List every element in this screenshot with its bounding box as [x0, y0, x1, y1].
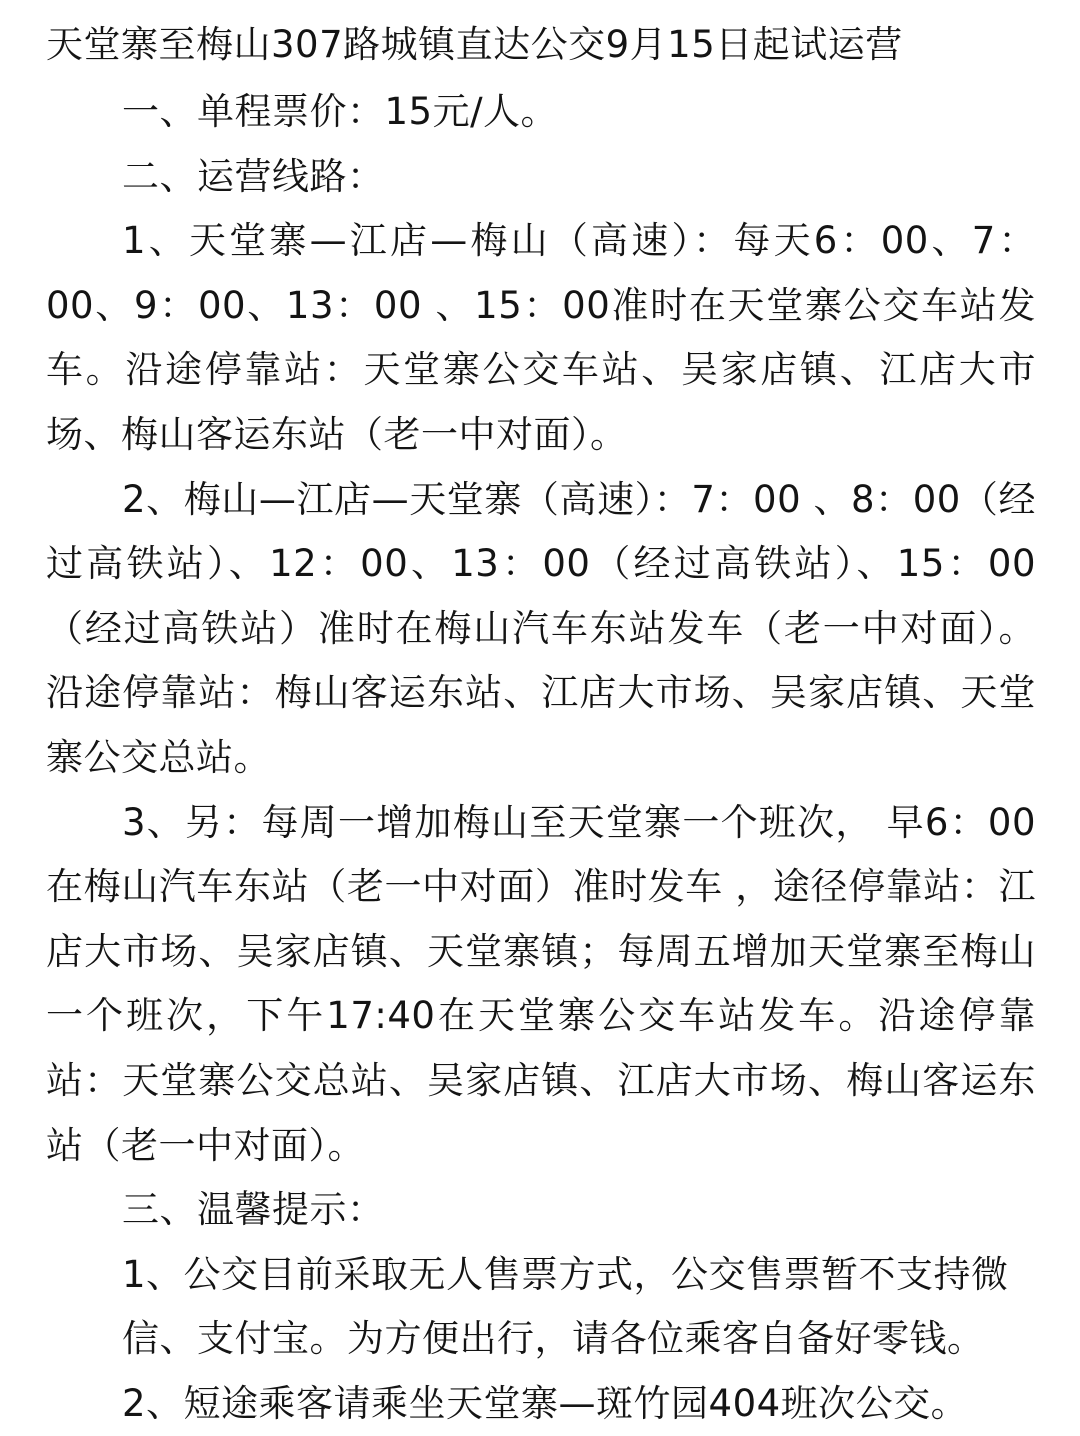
- route-heading: 二、运营线路：: [122, 154, 385, 198]
- route-2: 2、梅山—江店—天堂寨（高速）：7：00 、8：00（经过高铁站）、12：00、13：00（经过高铁站）、15：00（经过高铁站）准时在梅山汽车东站发车（老一中对面）。沿途停靠站：梅山客运东站、江店大市场、吴家店镇、天堂寨公交总站。: [46, 477, 1036, 779]
- ticket-price: 一、单程票价：15元/人。: [122, 90, 559, 133]
- tip-2: 2、短途乘客请乘坐天堂寨—斑竹园404班次公交。: [122, 1381, 969, 1425]
- notice-title: 天堂寨至梅山307路城镇直达公交9月15日起试运营: [46, 23, 903, 66]
- route-3-extra: 3、另：每周一增加梅山至天堂寨一个班次， 早6：00在梅山汽车东站（老一中对面）准时发车 ，途径停靠站：江店大市场、吴家店镇、天堂寨镇；每周五增加天堂寨至梅山一个班次，下午17:40在天堂寨公交车站发车。沿途停靠站：天堂寨公交总站、吴家店镇、江店大市场、梅山客运东站（老一中对面）。: [46, 800, 1036, 1167]
- tip-1: 1、公交目前采取无人售票方式，公交售票暂不支持微信、支付宝。为方便出行，请各位乘客自备好零钱。: [122, 1252, 1009, 1361]
- tips-heading: 三、温馨提示：: [122, 1188, 385, 1232]
- route-1: 1、天堂寨—江店—梅山（高速）：每天6：00、7：00、9：00、13：00 、15：00准时在天堂寨公交车站发车。沿途停靠站：天堂寨公交车站、吴家店镇、江店大市场、梅山客运东站（老一中对面）。: [46, 219, 1036, 456]
